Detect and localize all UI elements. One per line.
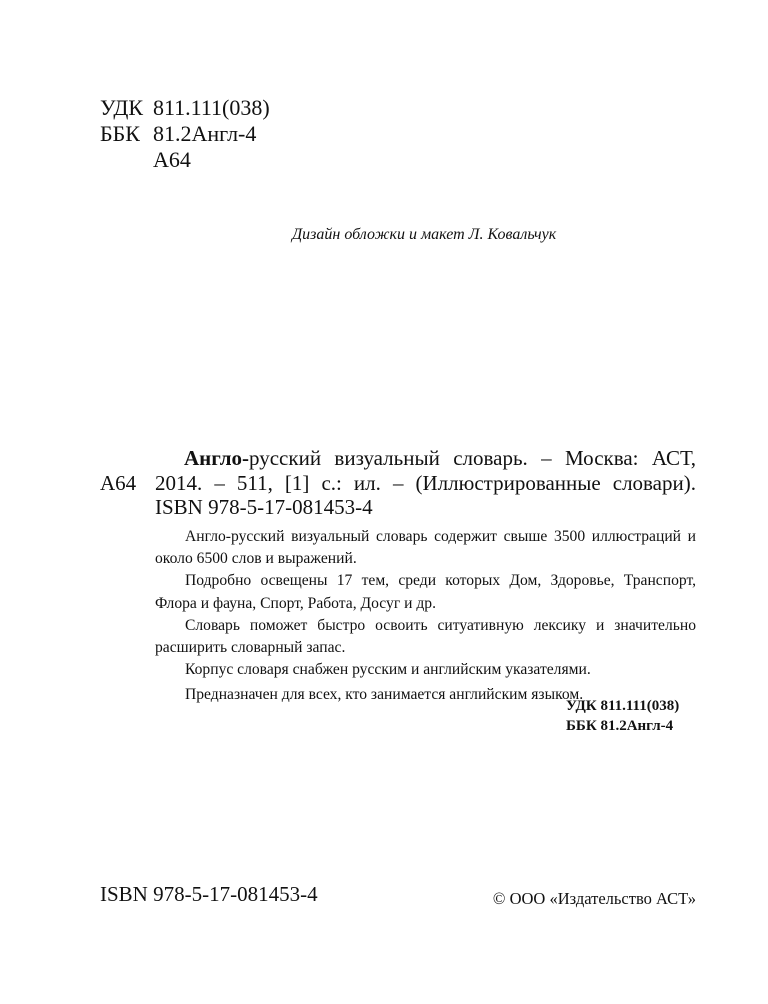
bbk-row [100, 121, 270, 147]
copyright-notice: © ООО «Издательство АСТ» [492, 889, 696, 908]
entry-imprint-line [100, 471, 696, 496]
udk-value: 811.111(038) [153, 95, 270, 120]
entry-isbn: ISBN 978-5-17-081453-4 [155, 495, 373, 519]
entry-title-rest: русский визуальный словарь. – Москва: АСТ, [249, 446, 696, 470]
entry-title-line [100, 446, 696, 471]
annotation-paragraph: Подробно освещены 17 тем, среди которых Дом, Здоровье, Транспорт, Флора и фауна, Спорт, Работа, Досуг и др. [155, 572, 696, 612]
entry-imprint: 2014. – 511, [1] с.: ил. – (Иллюстрированные словари). [155, 470, 696, 495]
bbk-small: ББК 81.2Англ-4 [566, 718, 674, 734]
annotation-paragraph: Корпус словаря снабжен русским и английским указателями. [185, 661, 591, 679]
bibliographic-entry [100, 446, 696, 520]
udk-small: УДК 811.111(038) [566, 698, 680, 714]
udk-row [100, 95, 270, 121]
author-mark: А64 [153, 147, 191, 172]
bbk-label: ББК [100, 121, 140, 146]
footer-isbn: ISBN 978-5-17-081453-4 [100, 882, 318, 906]
design-credit: Дизайн обложки и макет Л. Ковальчук [292, 226, 557, 243]
classification-small [566, 696, 679, 736]
annotation-paragraph: Словарь поможет быстро освоить ситуативную лексику и значительно расширить словарный запас. [155, 616, 696, 657]
classification-block [100, 95, 270, 173]
annotation-paragraph: Предназначен для всех, кто занимается английским языком. [185, 686, 584, 704]
entry-title-bold: Англо- [184, 446, 250, 470]
annotation-paragraph: Англо-русский визуальный словарь содержит свыше 3500 иллюстраций и около 6500 слов и выражений. [155, 528, 696, 568]
bbk-value: 81.2Англ-4 [153, 121, 257, 146]
entry-author-mark: А64 [100, 470, 137, 495]
annotation [155, 526, 696, 707]
udk-label: УДК [100, 95, 144, 120]
